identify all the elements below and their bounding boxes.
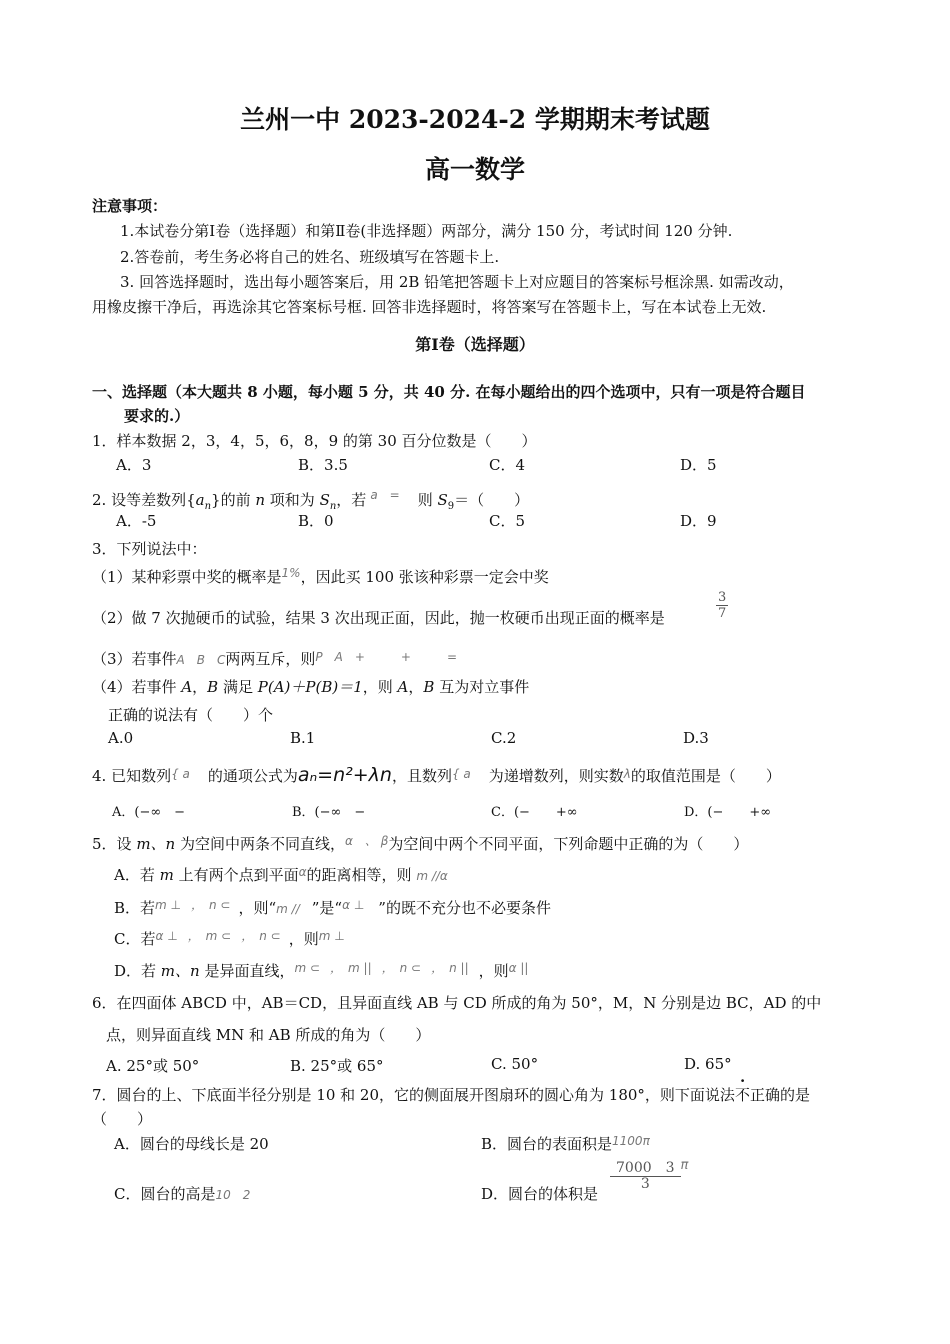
question-5-option-c: C．若$^{\alpha \perp}$ $^{, m \subset}$ $^{, n \subset}$ ，则$^{m \perp}$ <box>114 929 345 948</box>
emphasis-not: 不 <box>734 1086 750 1104</box>
notice-item-2: 2.答卷前，考生务必将自己的姓名、班级填写在答题卡上. <box>120 248 500 266</box>
fraction-volume: $\frac{7000 3}{3}$ $^\pi$ <box>610 1158 688 1192</box>
question-5-stem: 5．设 m、n 为空间中两条不同直线，$^{\alpha 、 \beta}$为空间中两个不同平面，下列命题中正确的为（ ） <box>92 834 749 853</box>
question-3-stem: 3．下列说法中： <box>92 540 207 558</box>
question-7-stem-line1: 7．圆台的上、下底面半径分别是 10 和 20，它的侧面展开图扇环的圆心角为 180°，则下面说法不正确的是 <box>92 1086 810 1104</box>
section-title: 第Ⅰ卷（选择题） <box>415 335 535 354</box>
question-4-option-c: C．(− +∞ <box>491 805 578 820</box>
question-7-stem-line2: （ ） <box>92 1110 153 1128</box>
question-6-option-a: A. 25°或 50° <box>106 1057 200 1075</box>
question-1-option-d: D．5 <box>680 456 717 474</box>
question-1-option-c: C．4 <box>489 456 526 474</box>
question-3-option-d: D.3 <box>683 729 709 747</box>
question-3-statement-1: （1）某种彩票中奖的概率是$^{1\%}$，因此买 100 张该种彩票一定会中奖 <box>92 566 549 586</box>
question-6-stem-line2: 点，则异面直线 MN 和 AB 所成的角为（ ） <box>106 1026 431 1044</box>
question-2-option-c: C．5 <box>489 512 526 530</box>
question-2-option-a: A．-5 <box>116 512 157 530</box>
question-3-statement-4: （4）若事件 A，B 满足 P(A)＋P(B)＝1，则 A，B 互为对立事件 <box>92 678 530 696</box>
question-4-option-a: A．(−∞ − <box>112 805 186 820</box>
notice-heading: 注意事项： <box>92 197 168 215</box>
question-5-option-a: A．若 m 上有两个点到平面$^\alpha$的距离相等，则 m //α <box>114 865 448 884</box>
part-heading-cont: 要求的.） <box>124 407 190 425</box>
question-3-option-a: A.0 <box>108 729 134 747</box>
question-6-option-b: B. 25°或 65° <box>290 1057 384 1075</box>
question-3-option-c: C.2 <box>491 729 517 747</box>
question-1-stem: 1．样本数据 2，3，4，5，6，8，9 的第 30 百分位数是（ ） <box>92 432 537 450</box>
question-2-option-b: B．0 <box>298 512 334 530</box>
question-3-statement-3: （3）若事件A B C两两互斥，则$^{P A + + =}$ <box>92 650 458 668</box>
question-7-option-c: C．圆台的高是10 2 <box>114 1185 251 1203</box>
question-3-statement-2: （2）做 7 次抛硬币的试验，结果 3 次出现正面，因此，抛一枚硬币出现正面的概率是 <box>92 609 665 627</box>
question-4-stem: 4. 已知数列$^{\{ a}$ 的通项公式为aₙ=n²+λn，且数列$^{\{ a}$ 为递增数列，则实数$^\lambda$的取值范围是（ ） <box>92 764 781 786</box>
sequence-formula: aₙ=n²+λn <box>297 764 392 786</box>
notice-item-1: 1.本试卷分第Ⅰ卷（选择题）和第Ⅱ卷(非选择题）两部分，满分 150 分，考试时间 120 分钟. <box>120 222 733 240</box>
question-3-option-b: B.1 <box>290 729 316 747</box>
notice-item-3: 3. 回答选择题时，选出每小题答案后，用 2B 铅笔把答题卡上对应题目的答案标号框涂黑. 如需改动， <box>120 273 794 291</box>
question-2-stem: 2. 设等差数列$\{a_n\}$的前 n 项和为 $S_n$，若 $^{a =}$ 则 $S_9=$（ ） <box>92 488 530 512</box>
question-7-option-b: B．圆台的表面积是$^{1100\pi}$ <box>481 1134 650 1153</box>
question-7-option-d: D．圆台的体积是 <box>481 1185 599 1203</box>
question-7-option-a: A．圆台的母线长是 20 <box>114 1135 269 1153</box>
part-heading: 一、选择题（本大题共 8 小题，每小题 5 分，共 40 分. 在每小题给出的四个选项中，只有一项是符合题目 <box>92 383 806 401</box>
exam-title: 兰州一中 2023-2024-2 学期期末考试题 <box>240 105 710 134</box>
question-4-option-b: B．(−∞ − <box>292 805 366 820</box>
question-1-option-b: B．3.5 <box>298 456 348 474</box>
question-6-option-d: D. 65° <box>684 1055 732 1073</box>
question-6-stem-line1: 6．在四面体 ABCD 中，AB＝CD，且异面直线 AB 与 CD 所成的角为 50°，M，N 分别是边 BC，AD 的中 <box>92 994 822 1012</box>
question-4-option-d: D．(− +∞ <box>684 805 772 820</box>
question-5-option-d: D．若 m、n 是异面直线，$^{m \subset}$ $^{, m ||}$ $^{, n \subset}$ $^{, n ||}$ ，则$^{\alpha ||}$ <box>114 961 529 980</box>
question-1-option-a: A．3 <box>116 456 152 474</box>
question-6-option-c: C. 50° <box>491 1055 539 1073</box>
question-2-option-d: D．9 <box>680 512 717 530</box>
notice-item-3-cont: 用橡皮擦干净后，再选涂其它答案标号框. 回答非选择题时，将答案写在答题卡上，写在本试卷上无效. <box>92 298 767 316</box>
exam-subject: 高一数学 <box>424 155 525 184</box>
question-5-option-b: B．若$^{m \perp}$ $^{, n \subset}$ ，则“m // ”是“$^{\alpha \perp}$ ”的既不充分也不必要条件 <box>114 898 551 917</box>
question-3-ask: 正确的说法有（ ）个 <box>108 706 274 724</box>
fraction-3-7: $\frac{3}{7}$ <box>718 590 727 621</box>
